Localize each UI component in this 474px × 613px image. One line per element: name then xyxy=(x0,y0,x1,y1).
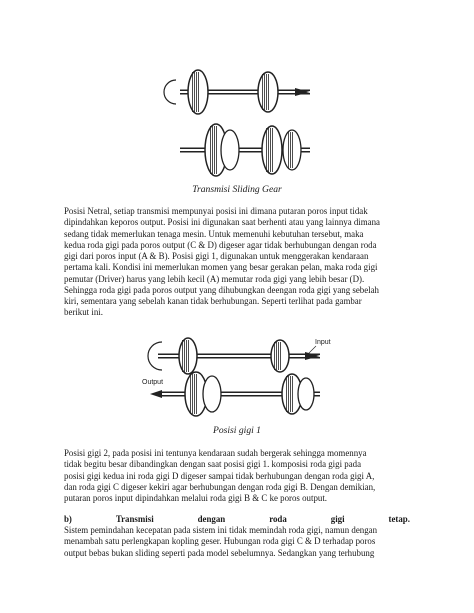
paragraph-line: berikut ini. xyxy=(64,307,103,318)
paragraph-line: pemutar (Driver) harus yang lebih kecil (A) memutar roda gigi yang lebih besar (D). xyxy=(64,273,365,284)
heading-word: Transmisi xyxy=(115,514,154,524)
paragraph-line: dan roda gigi C digeser kekiri agar berhubungan dengan roda gigi B. Dengan demikian, xyxy=(64,481,376,492)
first-gear-figure xyxy=(140,330,340,420)
paragraph-line: output bebas bukan sliding seperti pada model sebelumnya. Sedangkan yang terhubung xyxy=(64,547,375,558)
paragraph-2 xyxy=(64,448,410,504)
gear-b xyxy=(258,72,278,112)
paragraph-line: dipindahkan keporos output. Posisi ini digunakan saat berhenti atau yang lainnya dimana xyxy=(64,217,380,228)
gear-c xyxy=(205,124,239,176)
paragraph-line: Posisi Netral, setiap transmisi mempunyai posisi ini dimana putaran poros input tidak xyxy=(64,206,368,216)
input-label: Input xyxy=(315,339,331,346)
output-label: Output xyxy=(142,379,164,386)
heading-word: tetap. xyxy=(388,514,410,524)
paragraph-line: pertama kali. Kondisi ini memerlukan momen yang besar gerakan pelan, maka roda gigi xyxy=(64,262,378,273)
section-b-heading xyxy=(64,514,410,525)
paragraph-line: kiri, sementara yang sebelah kanan tidak berhubungan. Seperti terlihat pada gambar xyxy=(64,296,362,306)
paragraph-line: tidak begitu besar dibandingkan dengan saat posisi gigi 1. komposisi roda gigi pada xyxy=(64,459,362,470)
heading-word: gigi xyxy=(330,514,345,524)
gear-d xyxy=(262,126,301,174)
figure1-caption: Transmisi Sliding Gear xyxy=(192,184,282,195)
paragraph-line: posisi gigi kedua ini roda gigi D digeser sampai tidak berhubungan dengan roda gigi A, xyxy=(64,470,375,481)
sliding-gear-figure xyxy=(160,62,320,182)
paragraph-line: putaran poros input dipindahkan melalui roda gigi B & C ke poros output. xyxy=(64,493,328,503)
paragraph-line: menambah satu perlengkapan kopling geser. Hubungan roda gigi C & D terhadap poros xyxy=(64,536,376,547)
heading-word: roda xyxy=(269,514,287,524)
paragraph-line: Sistem pemindahan kecepatan pada sistem ini tidak memindah roda gigi, namun dengan xyxy=(64,525,378,535)
paragraph-line: gigi dari poros input (A & B). Posisi gigi 1, digunakan untuk menggerakan kendaraan xyxy=(64,251,369,261)
heading-word: b) xyxy=(64,514,72,524)
paragraph-line: kedua roda gigi pada poros output (C & D) digeser agar tidak berhubungan dengan roda xyxy=(64,239,377,250)
figure2-caption: Posisi gigi 1 xyxy=(213,425,261,436)
gear-a xyxy=(188,70,208,114)
heading-word: dengan xyxy=(197,514,226,524)
paragraph-1 xyxy=(64,206,410,319)
paragraph-line: Sehingga roda gigi pada poros output yang dihubungkan deengan roda gigi yang sebelah xyxy=(64,284,379,295)
section-b-body xyxy=(64,525,410,559)
paragraph-line: sedang tidak memerlukan tenaga mesin. Untuk memenuhi kebutuhan tersebut, maka xyxy=(64,228,364,239)
paragraph-line: Posisi gigi 2, pada posisi ini tentunya kendaraan sudah bergerak sehingga momennya xyxy=(64,448,367,458)
